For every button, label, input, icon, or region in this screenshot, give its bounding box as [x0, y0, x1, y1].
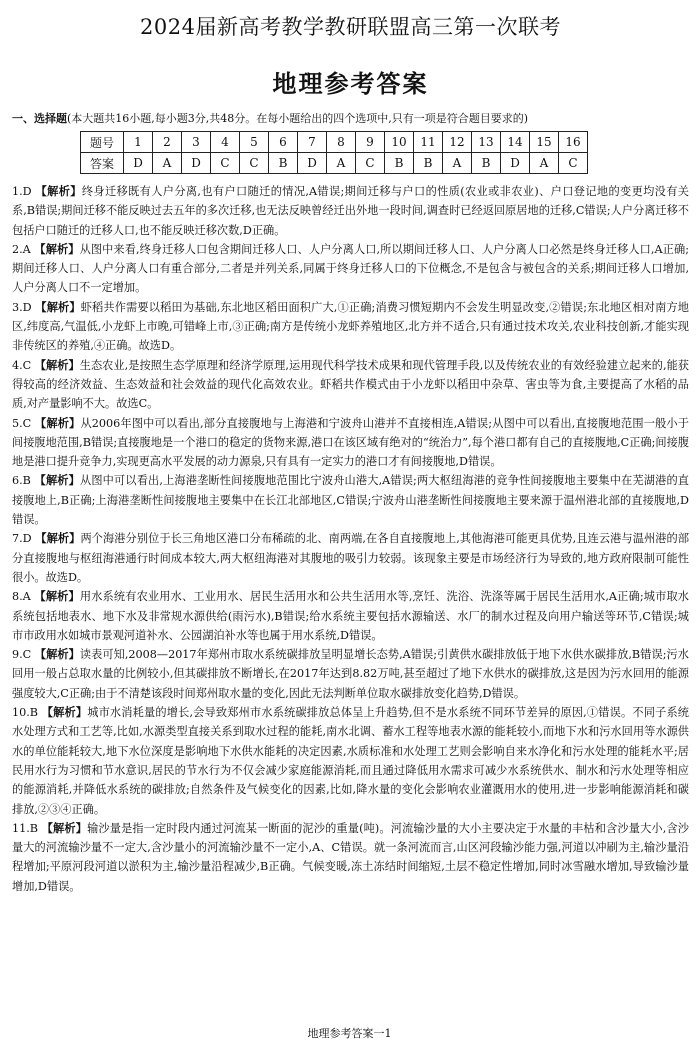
answer-cell: A: [327, 153, 356, 174]
item-number: 3.D: [12, 300, 32, 314]
explanation-item: [12, 414, 689, 472]
analysis-tag: 【解析】: [35, 300, 81, 314]
item-text: 从图中来看,终身迁移人口包含期间迁移人口、人户分离人口,所以期间迁移人口、人户分离人口必然是终身迁移人口,A正确;期间迁移人口、人户分离人口有重合部分,二者是并列关系,同属于终身迁移人口的下位概念,不是包含与被包含的关系;期间迁移人口增加,人户分离人口不一定增加。: [12, 242, 689, 295]
item-number: 7.D: [12, 532, 32, 546]
question-number-cell: 15: [530, 132, 559, 153]
answer-cell: C: [559, 153, 588, 174]
explanation-item: [12, 356, 689, 414]
item-text: 从图中可以看出,上海港垄断性间接腹地范围比宁波舟山港大,A错误;两大枢纽海港的竞争性间接腹地主要集中在芜湖港的直接腹地上,B正确;上海港垄断性间接腹地主要集中在长江北部地区,C错误;宁波舟山港垄断性间接腹地主要来源于温州港北部的直接腹地,D错误。: [12, 474, 689, 527]
answer-cell: C: [211, 153, 240, 174]
question-number-cell: 1: [124, 132, 153, 153]
question-number-cell: 16: [559, 132, 588, 153]
answer-cell: C: [356, 153, 385, 174]
answer-cell: B: [414, 153, 443, 174]
answer-cell: B: [269, 153, 298, 174]
question-number-header: 题号: [81, 132, 124, 153]
question-number-cell: 11: [414, 132, 443, 153]
question-number-cell: 7: [298, 132, 327, 153]
analysis-tag: 【解析】: [34, 416, 81, 430]
item-number: 6.B: [12, 474, 31, 488]
analysis-tag: 【解析】: [34, 474, 80, 488]
explanation-item: [12, 529, 689, 587]
item-text: 城市水消耗量的增长,会导致郑州市水系统碳排放总体呈上升趋势,但不是水系统不同环节差异的原因,①错误。不同子系统水处理方式和工艺等,比如,水源类型直接关系到取水过程的能耗,南水北调、蓄水工程等地表水源的能耗较小,而地下水和污水回用等水源供水的单位能耗较大,地下水位深度是影响地下水供水能耗的决定因素,水质标准和水处理工艺则会影响自来水净化和污水处理的能耗水平;居民用水行为习惯和节水意识,居民的节水行为不仅会减少家庭能源消耗,而且通过降低用水需求可减少水系统供水、制水和污水处理等相应的能源消耗,并降低水系统的碳排放;自然条件及气候变化的因素,比如,降水量的变化会影响农业灌溉用水的使用,进一步影响能源消耗和碳排放,②③④正确。: [12, 706, 689, 816]
explanation-item: [12, 645, 689, 703]
item-number: 10.B: [12, 706, 39, 720]
question-number-cell: 12: [443, 132, 472, 153]
answer-header: 答案: [81, 153, 124, 174]
analysis-tag: 【解析】: [34, 242, 80, 256]
answer-cell: A: [443, 153, 472, 174]
answer-cell: A: [153, 153, 182, 174]
answer-cell: C: [240, 153, 269, 174]
answer-table: [80, 131, 588, 174]
question-number-cell: 14: [501, 132, 530, 153]
explanation-item: [12, 240, 689, 298]
item-text: 虾稻共作需要以稻田为基础,东北地区稻田面积广大,①正确;消费习惯短期内不会发生明显改变,②错误;东北地区相对南方地区,纬度高,气温低,小龙虾上市晚,可错峰上市,③正确;南方是传统小龙虾养殖地区,北方并不适合,只有通过技术攻关,农业科技创新,才能实现非传统区的养殖,④正确。故选D。: [12, 300, 689, 353]
answer-row: [81, 153, 588, 174]
item-text: 从2006年图中可以看出,部分直接腹地与上海港和宁波舟山港并不直接相连,A错误;从图中可以看出,直接腹地范围一般小于间接腹地范围,B错误;直接腹地是一个港口的稳定的货物来源,港口在该区域有绝对的“统治力”,每个港口都有自己的直接腹地,C正确;间接腹地是港口提升竞争力,实现更高水平发展的动力源泉,只有具有一定实力的港口才有间接腹地,D错误。: [12, 416, 689, 469]
item-text: 用水系统有农业用水、工业用水、居民生活用水和公共生活用水等,烹饪、洗浴、洗涤等属于居民生活用水,A正确;城市取水系统包括地表水、地下水及非常规水源供给(雨污水),B错误;给水系统主要包括水源输送、水厂的制水过程及向用户输送等环节,C错误;城市市政用水如城市景观河道补水、公园湖泊补水等也属于用水系统,D错误。: [12, 590, 689, 642]
item-text: 生态农业,是按照生态学原理和经济学原理,运用现代科学技术成果和现代管理手段,以及传统农业的有效经验建立起来的,能获得较高的经济效益、生态效益和社会效益的现代化高效农业。虾稻共作模式由于小龙虾以稻田中杂草、害虫等为食,主要提高了水稻的品质,对产量影响不大。故选C。: [12, 358, 689, 411]
item-number: 2.A: [12, 242, 31, 256]
question-number-cell: 5: [240, 132, 269, 153]
page-footer: 地理参考答案一1: [307, 1027, 392, 1040]
section-heading: [12, 110, 689, 127]
analysis-tag: 【解析】: [34, 648, 80, 662]
answer-cell: D: [124, 153, 153, 174]
analysis-tag: 【解析】: [41, 821, 88, 835]
item-number: 11.B: [12, 821, 39, 835]
item-text: 终身迁移既有人户分离,也有户口随迁的情况,A错误;期间迁移与户口的性质(农业或非农业)、户口登记地的变更均没有关系,B错误;期间迁移不能反映过去五年的多次迁移,也无法反映曾经迁出外地一段时间,调查时已经返回原居地的迁移,C错误;人户分离迁移不包括户口随迁的迁移人口,也不能反映迁移次数,D正确。: [12, 185, 689, 237]
question-number-cell: 10: [385, 132, 414, 153]
explanation-item: [12, 298, 689, 356]
item-number: 4.C: [12, 358, 32, 372]
item-number: 9.C: [12, 648, 32, 662]
exam-title: 2024届新高考教学教研联盟高三第一次联考: [140, 15, 561, 39]
section-label: 一、选择题: [12, 112, 67, 125]
question-number-row: [81, 132, 588, 153]
section-note: (本大题共16小题,每小题3分,共48分。在每小题给出的四个选项中,只有一项是符合题目要求的): [67, 112, 529, 125]
explanation-item: [12, 587, 689, 645]
question-number-cell: 4: [211, 132, 240, 153]
item-text: 输沙量是指一定时段内通过河流某一断面的泥沙的重量(吨)。河流输沙量的大小主要决定于水量的丰枯和含沙量大小,含沙量大的河流输沙量不一定大,含沙量小的河流输沙量不一定小,A、C错误。就一条河流而言,山区河段输沙能力强,河道以冲刷为主,输沙量沿程增加;平原河段河道以淤积为主,输沙量沿程减少,B正确。气候变暖,冻土冻结时间缩短,土层不稳定性增加,同时冰雪融水增加,导致输沙量增加,D错误。: [12, 821, 689, 893]
explanation-item: [12, 703, 689, 819]
question-number-cell: 8: [327, 132, 356, 153]
item-number: 1.D: [12, 185, 32, 198]
explanations-list: [12, 182, 689, 896]
analysis-tag: 【解析】: [34, 590, 80, 604]
question-number-cell: 2: [153, 132, 182, 153]
answer-cell: B: [385, 153, 414, 174]
item-number: 8.A: [12, 590, 31, 604]
explanation-item: [12, 819, 689, 896]
question-number-cell: 3: [182, 132, 211, 153]
explanation-item: [12, 182, 689, 240]
item-text: 读表可知,2008—2017年郑州市取水系统碳排放呈明显增长态势,A错误;引黄供水碳排放低于地下水供水碳排放,B错误;污水回用一般占总取水量的比例较小,但其碳排放不断增长,在2017年达到8.82万吨,甚至超过了地下水供水的碳排放,这是因为污水回用的能源强度较大,C正确;由于不清楚该段时间郑州取水量的变化,因此无法判断单位取水碳排放变化趋势,D错误。: [12, 648, 689, 700]
item-text: 两个海港分别位于长三角地区港口分布稀疏的北、南两端,在各自直接腹地上,其他海港可能更具优势,且连云港与温州港的部分直接腹地与枢纽海港通行时间成本较大,两大枢纽海港对其腹地的吸引力较弱。该现象主要是市场经济行为导致的,地方政府限制可能性很小。故选D。: [12, 532, 690, 584]
analysis-tag: 【解析】: [35, 185, 82, 198]
analysis-tag: 【解析】: [35, 532, 81, 546]
answer-cell: D: [182, 153, 211, 174]
answer-cell: D: [298, 153, 327, 174]
explanation-item: [12, 471, 689, 529]
question-number-cell: 13: [472, 132, 501, 153]
question-number-cell: 9: [356, 132, 385, 153]
item-number: 5.C: [12, 416, 32, 430]
document-title: 地理参考答案: [272, 70, 429, 98]
answer-cell: D: [501, 153, 530, 174]
question-number-cell: 6: [269, 132, 298, 153]
answer-cell: A: [530, 153, 559, 174]
analysis-tag: 【解析】: [41, 706, 88, 720]
answer-cell: B: [472, 153, 501, 174]
analysis-tag: 【解析】: [34, 358, 80, 372]
